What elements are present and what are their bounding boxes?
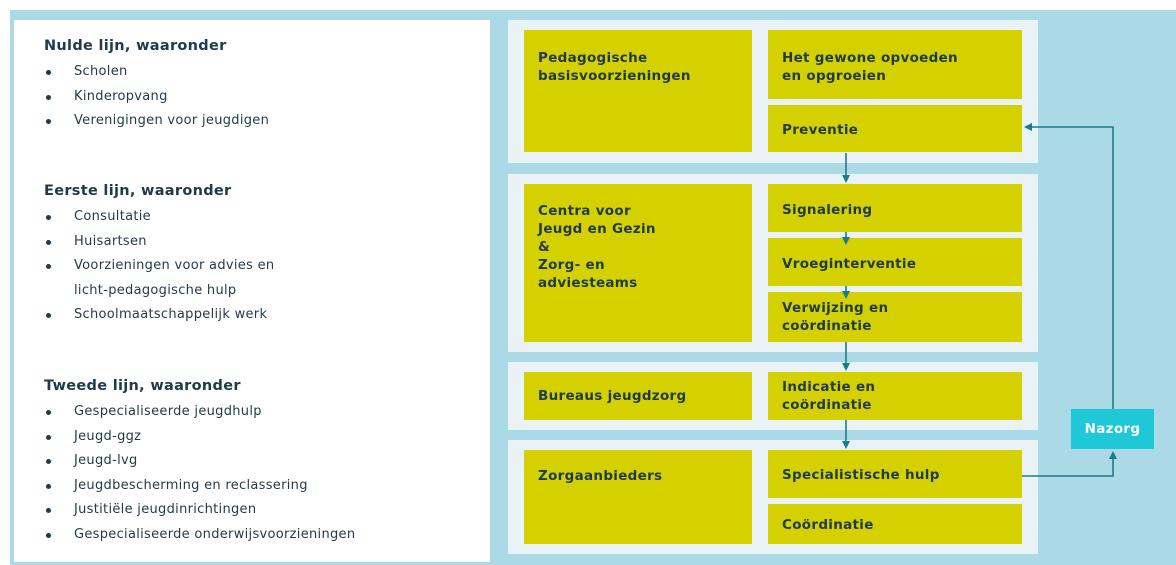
box-centra-voor-jeugd-en-gezin: Centra voor Jeugd en Gezin & Zorg- en adviesteams (524, 184, 752, 342)
box-specialistische-hulp: Specialistische hulp (768, 450, 1022, 498)
list-item: Gespecialiseerde onderwijsvoorzieningen (44, 523, 355, 548)
box-preventie: Preventie (768, 105, 1022, 152)
box-vroeginterventie: Vroeginterventie (768, 238, 1022, 286)
box-coordinatie: Coördinatie (768, 504, 1022, 544)
list-item: Jeugd-ggz (44, 425, 355, 450)
box-indicatie-en-coordinatie: Indicatie en coördinatie (768, 372, 1022, 420)
box-bureaus-jeugdzorg: Bureaus jeugdzorg (524, 372, 752, 420)
list-item: Kinderopvang (44, 85, 269, 110)
list-item: Justitiële jeugdinrichtingen (44, 498, 355, 523)
section-title: Nulde lijn, waaronder (44, 38, 227, 54)
list-item: Voorzieningen voor advies en (44, 254, 274, 279)
list-item: Scholen (44, 60, 269, 85)
box-zorgaanbieders: Zorgaanbieders (524, 450, 752, 544)
list-item: Huisartsen (44, 230, 274, 255)
box-nazorg: Nazorg (1071, 409, 1154, 449)
list-item: Jeugdbescherming en reclassering (44, 474, 355, 499)
box-pedagogische-basisvoorzieningen: Pedagogische basisvoorzieningen (524, 30, 752, 152)
box-het-gewone-opvoeden: Het gewone opvoeden en opgroeien (768, 30, 1022, 99)
list-item-continuation: licht-pedagogische hulp (74, 282, 237, 298)
list-item: Consultatie (44, 205, 274, 230)
list-item: Schoolmaatschappelijk werk (44, 303, 274, 328)
arrow-specialistische-hulp-to-nazorg (1022, 453, 1113, 476)
list-item: Jeugd-lvg (44, 449, 355, 474)
arrow-nazorg-to-preventie (1026, 127, 1113, 409)
box-signalering: Signalering (768, 184, 1022, 232)
list-item: Verenigingen voor jeugdigen (44, 109, 269, 134)
section-title: Eerste lijn, waaronder (44, 183, 232, 199)
list-item: Gespecialiseerde jeugdhulp (44, 400, 355, 425)
section-title: Tweede lijn, waaronder (44, 378, 241, 394)
box-verwijzing-en-coordinatie: Verwijzing en coördinatie (768, 292, 1022, 342)
